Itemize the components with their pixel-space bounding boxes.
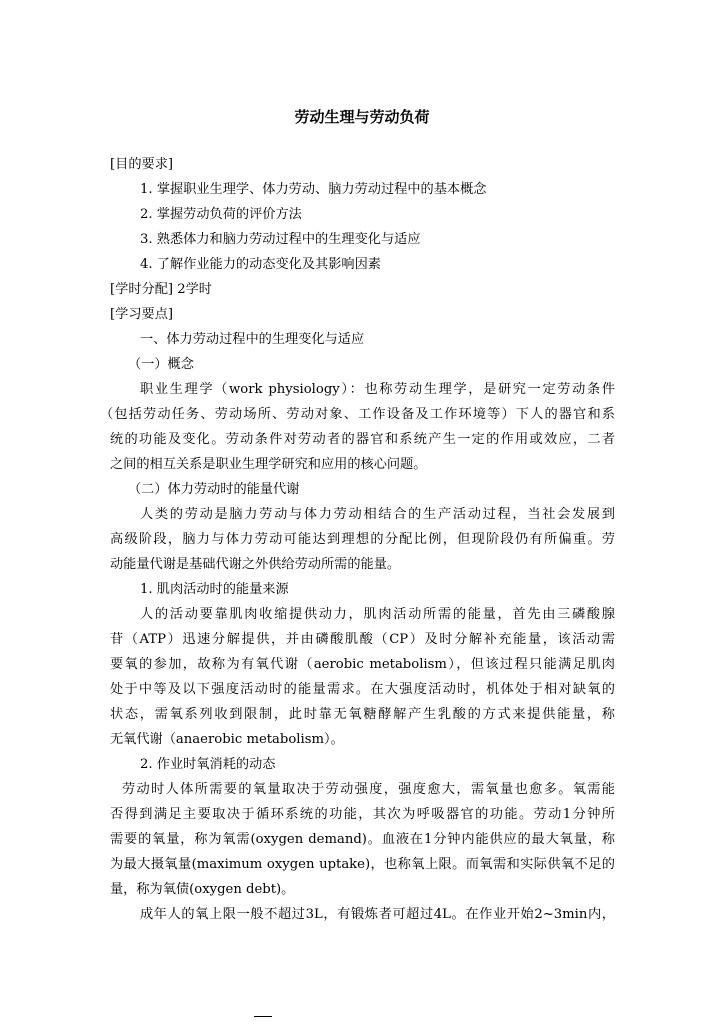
paragraph-line: 状态，需氧系列收到限制，此时靠无氧糖酵解产生乳酸的方式来提供能量，称 xyxy=(110,707,615,722)
paragraph-line: 无氧代谢（anaerobic metabolism）。 xyxy=(110,732,344,747)
section-heading-objectives: [目的要求] xyxy=(110,157,174,172)
paragraph-line: 动能量代谢是基础代谢之外供给劳动所需的能量。 xyxy=(110,557,401,572)
objective-item: 4. 了解作业能力的动态变化及其影响因素 xyxy=(140,257,381,272)
subsection-heading: （一）概念 xyxy=(128,357,194,372)
page-footer-rule xyxy=(254,1016,272,1017)
paragraph-line: 统的功能及变化。劳动条件对劳动者的器官和系统产生一定的作用或效应，二者 xyxy=(110,432,615,447)
paragraph-line: 要氧的参加，故称为有氧代谢（aerobic metabolism），但该过程只能满足肌肉 xyxy=(110,657,615,672)
paragraph-line: 劳动时人体所需要的氧量取决于劳动强度，强度愈大，需氧量也愈多。氧需能 xyxy=(122,782,615,797)
objective-item: 1. 掌握职业生理学、体力劳动、脑力劳动过程中的基本概念 xyxy=(140,182,487,197)
chapter-heading: 一、体力劳动过程中的生理变化与适应 xyxy=(140,332,365,347)
paragraph-line: 为最大摄氧量(maximum oxygen uptake)，也称氧上限。而氧需和实际供氧不足的 xyxy=(110,857,615,872)
document-title: 劳动生理与劳动负荷 xyxy=(294,108,430,126)
paragraph-line: 之间的相互关系是职业生理学研究和应用的核心问题。 xyxy=(110,457,427,472)
paragraph-line: 人类的劳动是脑力劳动与体力劳动相结合的生产活动过程，当社会发展到 xyxy=(140,507,615,522)
paragraph-line: 苷（ATP）迅速分解提供，并由磷酸肌酸（CP）及时分解补充能量，该活动需 xyxy=(110,632,615,647)
section-heading-hours: [学时分配] 2学时 xyxy=(110,282,212,297)
numbered-heading: 1. 肌肉活动时的能量来源 xyxy=(140,582,289,597)
section-heading-key-points: [学习要点] xyxy=(110,307,174,322)
paragraph-line: 成年人的氧上限一般不超过3L，有锻炼者可超过4L。在作业开始2~3min内， xyxy=(140,907,615,922)
numbered-heading: 2. 作业时氧消耗的动态 xyxy=(140,757,276,772)
paragraph-line: 职业生理学（work physiology）：也称劳动生理学，是研究一定劳动条件 xyxy=(140,382,615,397)
paragraph-line: 处于中等及以下强度活动时的能量需求。在大强度活动时，机体处于相对缺氧的 xyxy=(110,682,615,697)
paragraph-line: 否得到满足主要取决于循环系统的功能，其次为呼吸器官的功能。劳动1分钟所 xyxy=(110,807,615,822)
paragraph-line: 量，称为氧债(oxygen debt)。 xyxy=(110,882,295,897)
objective-item: 2. 掌握劳动负荷的评价方法 xyxy=(140,207,302,222)
objective-item: 3. 熟悉体力和脑力劳动过程中的生理变化与适应 xyxy=(140,232,421,247)
subsection-heading: （二）体力劳动时的能量代谢 xyxy=(128,482,300,497)
paragraph-line: （包括劳动任务、劳动场所、劳动对象、工作设备及工作环境等）下人的器官和系 xyxy=(100,407,615,422)
paragraph-line: 高级阶段，脑力与体力劳动可能达到理想的分配比例，但现阶段仍有所偏重。劳 xyxy=(110,532,615,547)
paragraph-line: 需要的氧量，称为氧需(oxygen demand)。血液在1分钟内能供应的最大氧量，称 xyxy=(110,832,615,847)
paragraph-line: 人的活动要靠肌肉收缩提供动力，肌肉活动所需的能量，首先由三磷酸腺 xyxy=(140,607,615,622)
